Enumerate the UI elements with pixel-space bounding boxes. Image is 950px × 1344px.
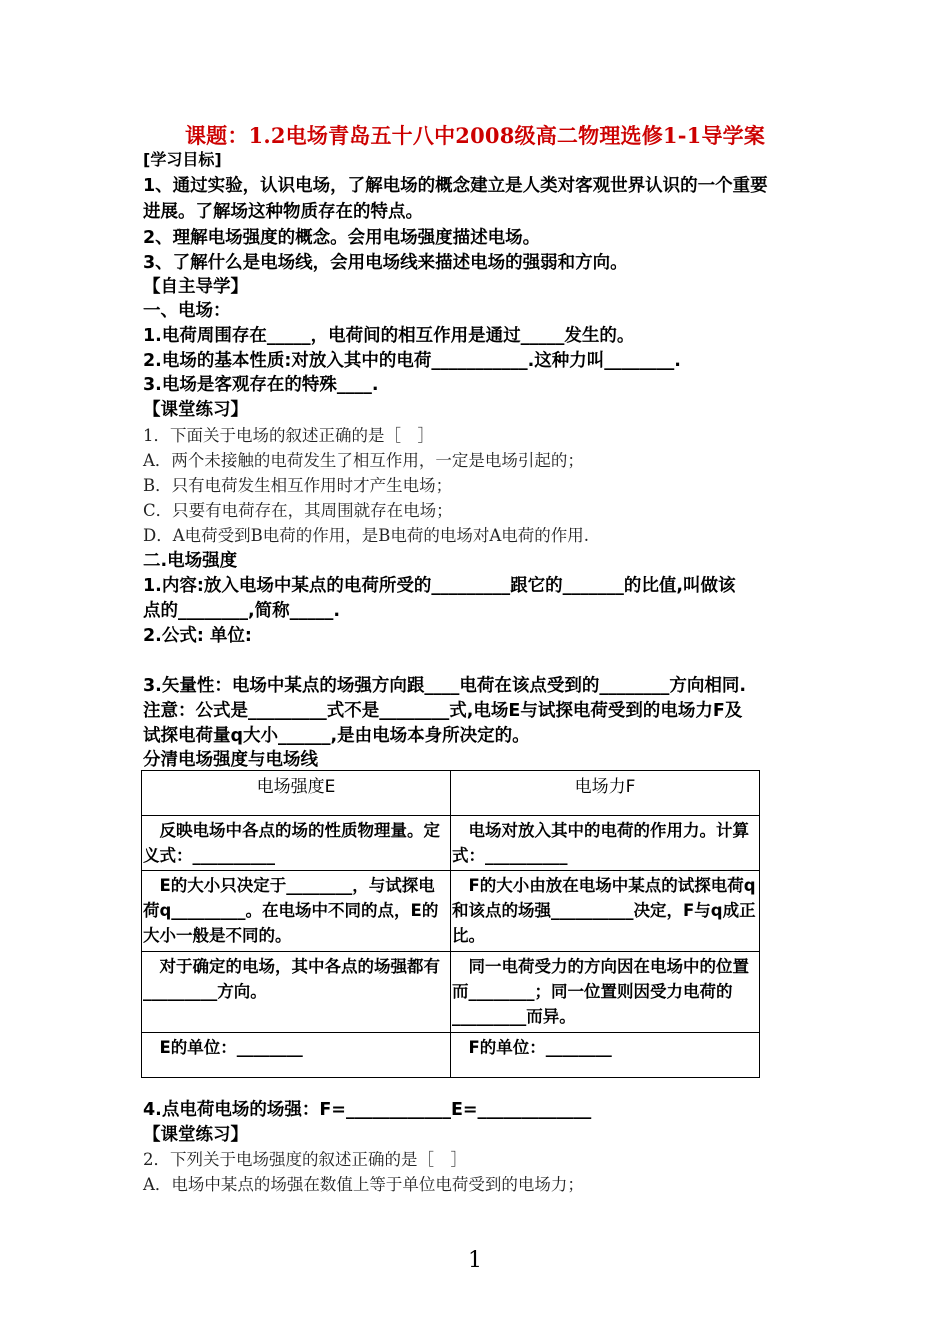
question-1-option-b: B．只有电荷发生相互作用时才产生电场； bbox=[143, 476, 453, 495]
cell-f-magnitude: F的大小由放在电场中某点的试探电荷q和该点的场强__________决定，F与q成正比。 bbox=[451, 871, 760, 952]
question-2-option-a: A．电场中某点的场强在数值上等于单位电荷受到的电场力； bbox=[143, 1175, 584, 1194]
table-row bbox=[142, 871, 760, 952]
note-line-2: 试探电荷量q大小______,是由电场本身所决定的。 bbox=[143, 726, 530, 746]
section-heading-practice-2: 【课堂练习】 bbox=[143, 1125, 248, 1145]
cell-e-direction: 对于确定的电场，其中各点的场强都有_________方向。 bbox=[142, 952, 451, 1033]
table-row bbox=[142, 816, 760, 871]
fill-in-2: 2.电场的基本性质:对放入其中的电荷___________.这种力叫________. bbox=[143, 351, 681, 371]
section-heading-practice-1: 【课堂练习】 bbox=[143, 400, 248, 420]
goal-2: 2、理解电场强度的概念。会用电场强度描述电场。 bbox=[143, 228, 541, 248]
point-charge-field: 4.点电荷电场的场强：F=____________E=_____________ bbox=[143, 1100, 592, 1120]
goal-3: 3、了解什么是电场线，会用电场线来描述电场的强弱和方向。 bbox=[143, 253, 628, 273]
table-row bbox=[142, 771, 760, 816]
fill-in-1: 1.电荷周围存在_____，电荷间的相互作用是通过_____发生的。 bbox=[143, 326, 635, 346]
field-strength-content-line-1: 1.内容:放入电场中某点的电荷所受的_________跟它的_______的比值,叫做该 bbox=[143, 576, 736, 596]
section-heading-goals: [学习目标] bbox=[143, 150, 222, 169]
header-electric-force: 电场力F bbox=[451, 771, 760, 816]
section-heading-self-study: 【自主导学】 bbox=[143, 277, 248, 297]
fill-in-3: 3.电场是客观存在的特殊____. bbox=[143, 375, 379, 395]
question-1-option-d: D．A电荷受到B电荷的作用，是B电荷的电场对A电荷的作用. bbox=[143, 526, 590, 545]
vector-property: 3.矢量性：电场中某点的场强方向跟____电荷在该点受到的________方向相同. bbox=[143, 676, 746, 696]
cell-f-unit: F的单位：________ bbox=[451, 1033, 760, 1078]
page-title: 课题：1.2电场青岛五十八中2008级高二物理选修1-1导学案 bbox=[184, 123, 766, 148]
goal-1-line-1: 1、通过实验，认识电场，了解电场的概念建立是人类对客观世界认识的一个重要 bbox=[143, 176, 768, 196]
question-1-option-c: C．只要有电荷存在，其周围就存在电场； bbox=[143, 501, 453, 520]
header-field-strength: 电场强度E bbox=[142, 771, 451, 816]
subsection-electric-field: 一、电场： bbox=[143, 301, 231, 321]
cell-e-definition: 反映电场中各点的场的性质物理量。定义式：__________ bbox=[142, 816, 451, 871]
formula-and-unit: 2.公式: 单位: bbox=[143, 626, 252, 646]
cell-e-unit: E的单位：________ bbox=[142, 1033, 451, 1078]
table-row bbox=[142, 1033, 760, 1078]
comparison-table bbox=[141, 770, 760, 1078]
field-strength-content-line-2: 点的________,简称_____. bbox=[143, 601, 341, 621]
question-2: 2．下列关于电场强度的叙述正确的是［ ］ bbox=[143, 1150, 467, 1169]
cell-e-magnitude: E的大小只决定于________，与试探电荷q_________。在电场中不同的点，E的大小一般是不同的。 bbox=[142, 871, 451, 952]
subsection-field-strength: 二.电场强度 bbox=[143, 551, 238, 571]
question-1: 1．下面关于电场的叙述正确的是［ ］ bbox=[143, 426, 434, 445]
comparison-caption: 分清电场强度与电场线 bbox=[143, 750, 318, 770]
note-line-1: 注意：公式是_________式不是________式,电场E与试探电荷受到的电场力F及 bbox=[143, 701, 743, 721]
cell-f-definition: 电场对放入其中的电荷的作用力。计算式：__________ bbox=[451, 816, 760, 871]
cell-f-direction: 同一电荷受力的方向因在电场中的位置而________；同一位置则因受力电荷的_________而异。 bbox=[451, 952, 760, 1033]
question-1-option-a: A．两个未接触的电荷发生了相互作用，一定是电场引起的； bbox=[143, 451, 584, 470]
page-number: 1 bbox=[468, 1248, 482, 1273]
table-row bbox=[142, 952, 760, 1033]
goal-1-line-2: 进展。了解场这种物质存在的特点。 bbox=[143, 202, 423, 222]
